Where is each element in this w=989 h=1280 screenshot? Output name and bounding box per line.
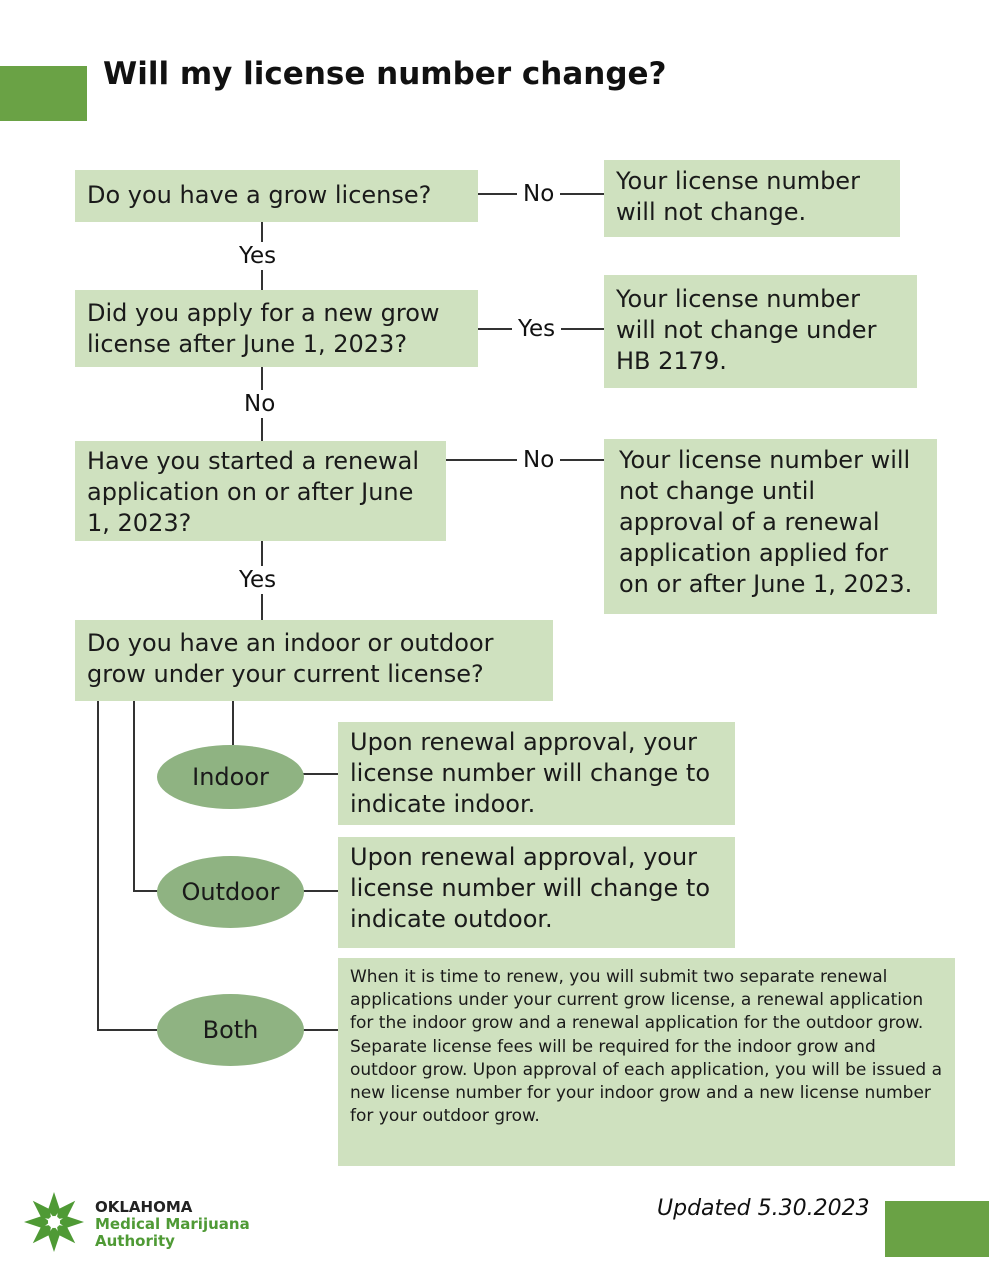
answer-both: When it is time to renew, you will submit two separate renewal applications under your current grow license, a renewal application for the indoor grow and a renewal application for the outdoor grow. Separate license fees will be required for the indoor grow and outdoor grow. Upon approval of each application, you will be issued a new license number for your indoor grow and a new license number for your outdoor grow.	[338, 958, 955, 1166]
answer-outdoor: Upon renewal approval, your license number will change to indicate outdoor.	[338, 837, 735, 948]
question-renewal-started: Have you started a renewal application on or after June 1, 2023?	[75, 441, 446, 541]
option-both: Both	[157, 994, 304, 1066]
label-q1-no: No	[517, 180, 560, 208]
question-grow-license: Do you have a grow license?	[75, 170, 478, 222]
label-q1-yes: Yes	[233, 242, 282, 270]
label-q3-no: No	[517, 446, 560, 474]
question-new-grow-license: Did you apply for a new grow license after June 1, 2023?	[75, 290, 478, 367]
connector-both-answer	[303, 1029, 338, 1031]
label-q2-yes: Yes	[512, 315, 561, 343]
logo-line-2: Medical Marijuana	[95, 1215, 250, 1233]
footer-accent-bar	[885, 1201, 989, 1257]
logo-line-1: OKLAHOMA	[95, 1198, 193, 1216]
updated-date: Updated 5.30.2023	[657, 1196, 870, 1221]
answer-change-on-renewal: Your license number will not change until approval of a renewal application applied for on or after June 1, 2023.	[604, 439, 937, 614]
answer-no-change: Your license number will not change.	[604, 160, 900, 237]
connector-q4-indoor	[232, 701, 234, 745]
connector-indoor-answer	[303, 773, 338, 775]
page-title: Will my license number change?	[103, 56, 667, 92]
logo-line-3: Authority	[95, 1232, 175, 1250]
label-q3-yes: Yes	[233, 566, 282, 594]
connector-outdoor-turn	[133, 890, 158, 892]
title-accent-bar	[0, 66, 87, 121]
option-outdoor: Outdoor	[157, 856, 304, 928]
option-indoor: Indoor	[157, 745, 304, 809]
connector-q4-both	[97, 701, 99, 1031]
logo-text	[95, 1199, 250, 1250]
connector-outdoor-answer	[303, 890, 338, 892]
answer-no-change-hb2179: Your license number will not change under HB 2179.	[604, 275, 917, 388]
label-q2-no: No	[238, 390, 281, 418]
question-indoor-outdoor: Do you have an indoor or outdoor grow under your current license?	[75, 620, 553, 701]
logo-icon	[22, 1190, 86, 1254]
connector-q4-outdoor	[133, 701, 135, 891]
connector-both-turn	[97, 1029, 157, 1031]
answer-indoor: Upon renewal approval, your license number will change to indicate indoor.	[338, 722, 735, 825]
